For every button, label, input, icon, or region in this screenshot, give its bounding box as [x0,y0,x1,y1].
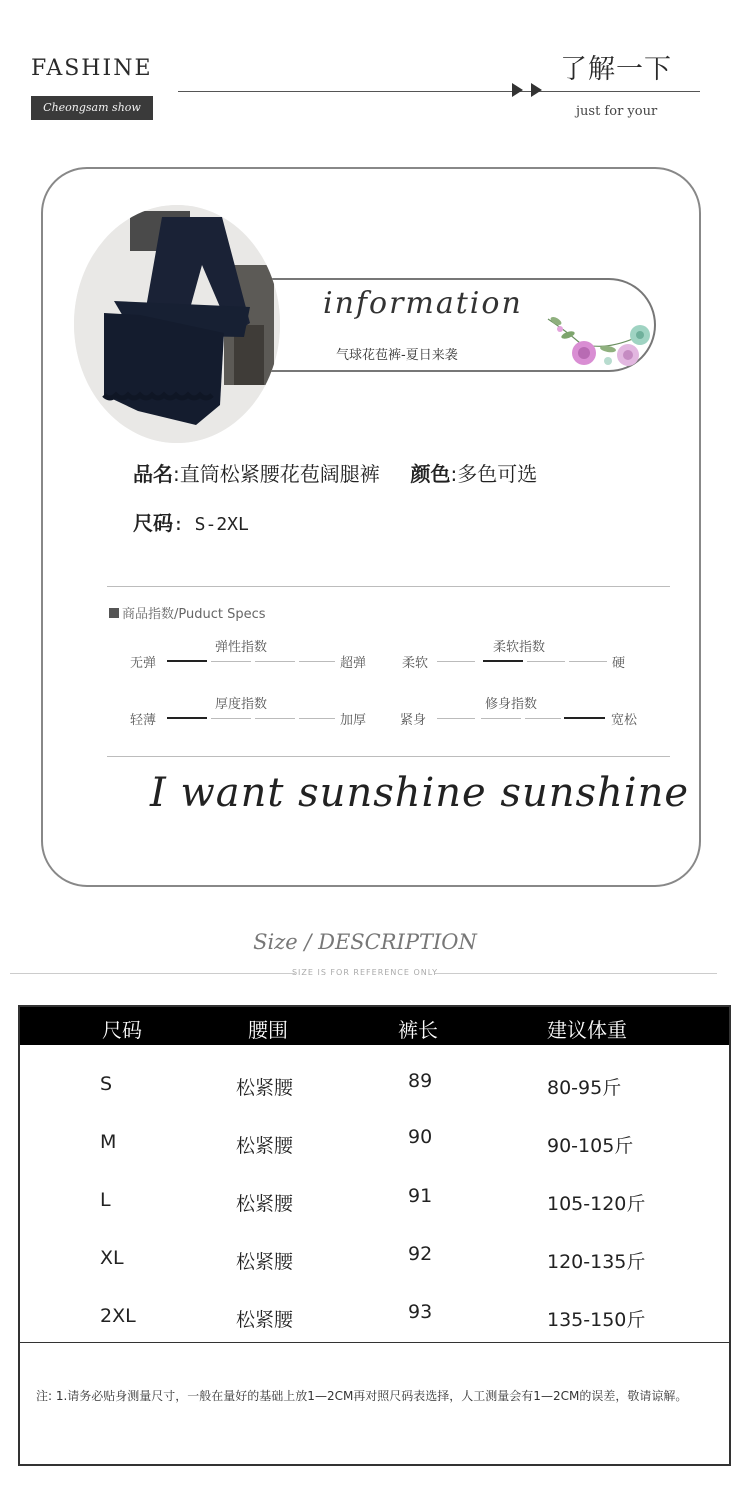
spec-segment [564,717,605,719]
specs-heading-text: 商品指数/Puduct Specs [122,607,266,622]
cell-weight: 105-120斤 [547,1193,646,1215]
table-row [20,1126,729,1189]
spec-segment [211,661,251,662]
header-divider [178,91,700,92]
cell-waist: 松紧腰 [236,1251,294,1273]
cell-size: S [100,1073,113,1095]
spec-fit [400,697,645,737]
cell-size: 2XL [100,1305,136,1327]
header-size: 尺码 [102,1018,142,1042]
product-photo [74,205,280,443]
product-name-label: 品名 [133,462,173,486]
cell-size: XL [100,1247,124,1269]
cell-length: 92 [408,1243,433,1265]
cell-waist: 松紧腰 [236,1193,294,1215]
header-right-title: 了解一下 [560,54,672,85]
spec-segment [527,661,565,662]
cell-weight: 90-105斤 [547,1135,634,1157]
cell-length: 91 [408,1185,433,1207]
spec-title: 修身指数 [485,697,538,712]
spec-left-label: 紧身 [400,713,427,728]
cell-waist: 松紧腰 [236,1135,294,1157]
flower-decoration-icon [546,309,656,371]
header-right-subtitle: just for your [576,104,658,119]
brand-name: FASHINE [31,56,153,81]
information-subtitle: 气球花苞裤-夏日来袭 [336,348,458,363]
spec-title: 柔软指数 [493,640,546,655]
table-row [20,1243,729,1305]
spec-segment [437,718,475,719]
specs-bottom-divider [107,756,670,757]
table-row [20,1301,729,1363]
cell-length: 93 [408,1301,433,1323]
header-waist: 腰围 [248,1018,288,1042]
spec-segment [299,661,335,662]
square-bullet-icon [109,608,119,618]
spec-title: 厚度指数 [215,697,268,712]
specs-heading [109,603,266,622]
product-size-value: : S-2XL [173,514,249,535]
measurement-note: 注: 1.请务必贴身测量尺寸，一般在量好的基础上放1—2CM再对照尺码表选择，人工测量会有1—2CM的误差，敬请谅解。 [36,1389,688,1403]
spec-segment [167,660,207,662]
cell-weight: 80-95斤 [547,1077,622,1099]
cell-weight: 135-150斤 [547,1309,646,1331]
spec-segment [255,718,295,719]
spec-segment [167,717,207,719]
size-section-title: Size / DESCRIPTION [253,930,477,954]
product-color-label: 颜色 [410,462,451,486]
cell-length: 89 [408,1070,433,1092]
spec-right-label: 宽松 [611,713,638,728]
cell-size: L [100,1189,111,1211]
spec-right-label: 超弹 [340,656,367,671]
spec-segment [569,661,607,662]
size-section-note: SIZE IS FOR REFERENCE ONLY [291,968,439,977]
table-note-divider [20,1342,729,1343]
spec-left-label: 无弹 [130,656,157,671]
cell-length: 90 [408,1126,433,1148]
size-table-header [20,1007,729,1045]
spec-softness [402,640,632,680]
spec-left-label: 轻薄 [130,713,157,728]
product-color-value: :多色可选 [450,462,538,486]
size-table [18,1005,731,1466]
table-row [20,1070,729,1131]
information-word: information [323,286,523,321]
spec-segment [255,661,295,662]
product-name-row [133,458,537,487]
spec-left-label: 柔软 [402,656,429,671]
spec-right-label: 加厚 [340,713,367,728]
specs-top-divider [107,586,670,587]
spec-elasticity [130,640,375,680]
header-weight: 建议体重 [547,1018,627,1042]
spec-right-label: 硬 [612,656,626,671]
product-size-label: 尺码 [133,511,173,535]
spec-segment [481,718,521,719]
cell-weight: 120-135斤 [547,1251,646,1273]
spec-segment [483,660,523,662]
cell-size: M [100,1131,117,1153]
double-arrow-icon [512,83,542,100]
brand-badge: Cheongsam show [31,96,153,120]
spec-thickness [130,697,375,737]
cell-waist: 松紧腰 [236,1309,294,1331]
product-name-value: :直筒松紧腰花苞阔腿裤 [173,462,380,486]
script-slogan: I want sunshine sunshine [150,770,689,816]
cell-waist: 松紧腰 [236,1077,294,1099]
spec-title: 弹性指数 [215,640,268,655]
spec-segment [211,718,251,719]
table-row [20,1185,729,1247]
header-length: 裤长 [398,1018,438,1042]
product-size-row [133,507,249,536]
spec-segment [437,661,475,662]
spec-segment [525,718,561,719]
spec-segment [299,718,335,719]
